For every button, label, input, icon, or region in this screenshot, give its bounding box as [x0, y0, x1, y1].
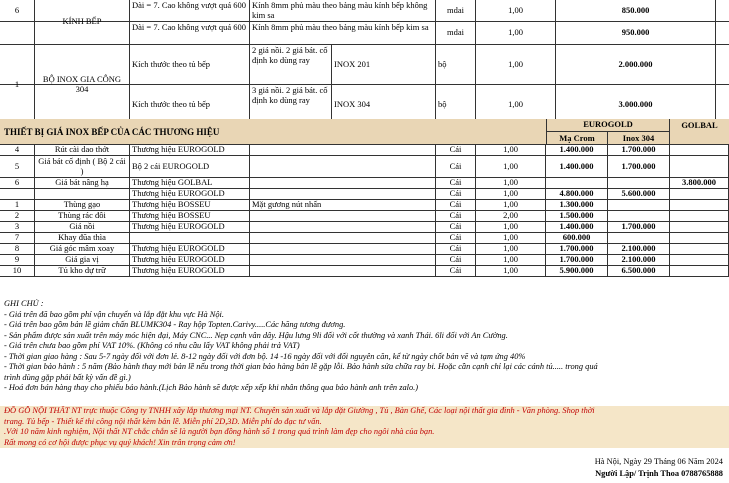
unit-cell: Cái [436, 233, 476, 243]
crom-price-cell: 1.400.000 [546, 222, 608, 232]
golbal-price-cell [670, 244, 729, 254]
description-cell [250, 156, 436, 177]
qty-cell: 1,00 [476, 85, 556, 124]
accessory-table [0, 145, 729, 299]
table-row [0, 222, 729, 233]
unit-cell: bộ [436, 45, 476, 84]
inox-price-cell [608, 200, 670, 210]
inox-price-cell: 1.700.000 [608, 156, 670, 177]
brand-cell: Thương hiệu EUROGOLD [130, 145, 250, 155]
stt-cell: 7 [0, 233, 35, 243]
product-name-cell: Giá góc mâm xoay [35, 244, 130, 254]
description-cell [250, 189, 436, 199]
qty-cell: 1,00 [476, 266, 546, 276]
description-cell: Mặt gương nút nhấn [250, 200, 436, 210]
crom-price-cell: 1.700.000 [546, 255, 608, 265]
stt-cell: 9 [0, 255, 35, 265]
inox-price-cell: 1.700.000 [608, 145, 670, 155]
unit-cell: Cái [436, 255, 476, 265]
section-title: THIẾT BỊ GIÁ INOX BẾP CỦA CÁC THƯƠNG HIỆU [4, 127, 220, 137]
description-cell [250, 244, 436, 254]
description-cell [250, 255, 436, 265]
section-header [0, 119, 729, 145]
brand-header-golbal: GOLBAL [681, 119, 718, 130]
price-cell: 2.000.000 [556, 45, 716, 84]
table-row [0, 200, 729, 211]
table-row [0, 189, 729, 200]
inox-price-cell: 2.100.000 [608, 244, 670, 254]
golbal-price-cell [670, 233, 729, 243]
promo-line: .Với 10 năm kinh nghiệm, Nội thất NT chắc chắn sẽ là người bạn đồng hành số 1 trong quá trình làm đẹp cho ngôi nhà của bạn. [4, 427, 435, 436]
material-cell: INOX 304 [332, 85, 436, 124]
qty-cell: 1,00 [476, 145, 546, 155]
unit-cell: Cái [436, 222, 476, 232]
qty-cell: 1,00 [476, 45, 556, 84]
product-name-cell [35, 189, 130, 199]
note-line: - Hoá đơn bán hàng thay cho phiếu bảo hành.(Lịch Bảo hành sẽ được xếp xếp khi nhân thông qua bảo hành anh trên zalo.) [4, 383, 419, 392]
table-row [0, 255, 729, 266]
brand-cell: Thương hiệu BOSSEU [130, 211, 250, 221]
unit-cell: Cái [436, 178, 476, 188]
stt-cell [0, 189, 35, 199]
stt-cell: 10 [0, 266, 35, 276]
inox-price-cell [608, 233, 670, 243]
unit-cell: Cái [436, 266, 476, 276]
stt-cell: 2 [0, 211, 35, 221]
unit-cell: mdai [436, 0, 476, 21]
qty-cell: 1,00 [476, 189, 546, 199]
brand-cell: Thương hiệu GOLBAL [130, 178, 250, 188]
promo-block [0, 406, 729, 448]
description-cell [250, 145, 436, 155]
unit-cell: Cái [436, 156, 476, 177]
size-cell: Kích thước theo tủ bếp [130, 45, 250, 84]
product-name-cell: Thùng rác đôi [35, 211, 130, 221]
promo-line: ĐỒ GỖ NỘI THẤT NT trực thuộc Công ty TNHH xây lắp thương mại NT. Chuyên sản xuất và lắp đặt Giường , Tủ , Bàn Ghế, Các loại nội thất gia đình - Văn phòng. Shop thời [4, 406, 595, 415]
stt-cell: 4 [0, 145, 35, 155]
inox-price-cell [608, 178, 670, 188]
product-name-cell: Giá nồi [35, 222, 130, 232]
qty-cell: 1,00 [476, 178, 546, 188]
brand-header-eurogold: EUROGOLD [546, 119, 670, 132]
size-cell: Dài = 7. Cao không vượt quá 600 [130, 0, 250, 21]
note-line: - Thời gian bảo hành : 5 năm (Bảo hành thay mới bản lề nếu trong thời gian bảo hàng bản lề gặp lỗi. Bảo hành sửa chữa ray bi. Hoặc cần cạnh chỉ lại các cánh tủ..... trong quá [4, 362, 598, 371]
crom-price-cell: 5.900.000 [546, 266, 608, 276]
unit-cell: Cái [436, 189, 476, 199]
table-row [0, 145, 729, 156]
table-row [0, 22, 729, 45]
product-name-cell: Tủ kho dự trữ [35, 266, 130, 276]
table-row [0, 211, 729, 222]
unit-cell: Cái [436, 244, 476, 254]
crom-price-cell: 1.400.000 [546, 156, 608, 177]
footer-date: Hà Nội, Ngày 29 Tháng 06 Năm 2024 [594, 457, 723, 466]
brand-cell: Bộ 2 cái EUROGOLD [130, 156, 250, 177]
golbal-price-cell [670, 211, 729, 221]
crom-price-cell: 600.000 [546, 233, 608, 243]
table-row [0, 244, 729, 255]
table-row [0, 156, 729, 178]
description-cell [250, 178, 436, 188]
promo-line: trang. Tủ bếp - Thiết kế thi công nội thất kèm bản lề. Miễn phí 2D,3D. Miễn phí đo đạc tư vấn. [4, 416, 322, 426]
golbal-price-cell: 3.800.000 [670, 178, 729, 188]
unit-cell: bộ [436, 85, 476, 124]
product-name-cell: Khay đũa thìa [35, 233, 130, 243]
qty-cell: 1,00 [476, 255, 546, 265]
crom-price-cell [546, 178, 608, 188]
inox-price-cell [608, 211, 670, 221]
table-row [0, 178, 729, 189]
brand-cell: Thương hiệu EUROGOLD [130, 244, 250, 254]
product-name-cell: Rút cài dao thớt [35, 145, 130, 155]
product-name-cell: Thùng gạo [35, 200, 130, 210]
description-cell: 3 giá nồi. 2 giá bát. cố định ko dùng ray [250, 85, 332, 124]
crom-price-cell: 4.800.000 [546, 189, 608, 199]
table-row [0, 45, 729, 94]
description-cell: Kính 8mm phủ màu theo bảng màu kính bếp kim sa [250, 22, 436, 44]
brand-cell: Thương hiệu EUROGOLD [130, 189, 250, 199]
description-cell [250, 233, 436, 243]
price-cell: 850.000 [556, 0, 716, 21]
inox-price-cell: 6.500.000 [608, 266, 670, 276]
stt-cell: 1 [0, 45, 35, 124]
golbal-price-cell [670, 255, 729, 265]
notes-block [0, 299, 729, 394]
product-name-cell: Giá gia vị [35, 255, 130, 265]
size-cell: Dài = 7. Cao không vượt quá 600 [130, 22, 250, 44]
stt-cell: 8 [0, 244, 35, 254]
stt-cell: 5 [0, 156, 35, 177]
golbal-price-cell [670, 222, 729, 232]
table-row [0, 266, 729, 277]
product-name-cell: KÍNH BẾP [35, 0, 130, 44]
description-cell: Kính 8mm phủ màu theo bảng màu kính bếp không kim sa [250, 0, 436, 21]
stt-cell: 6 [0, 0, 35, 21]
note-line: - Giá trên chưa bao gồm phí VAT 10%. (Không có nhu cầu lấy VAT không phải trả VAT) [4, 341, 300, 350]
qty-cell: 2,00 [476, 211, 546, 221]
product-name-cell: Giá bát nâng hạ [35, 178, 130, 188]
description-cell: 2 giá nồi. 2 giá bát. cố định ko dùng ray [250, 45, 332, 84]
product-name-cell: Giá bát cố định ( Bộ 2 cái ) [35, 156, 130, 177]
price-cell: 3.000.000 [556, 85, 716, 124]
crom-price-cell: 1.400.000 [546, 145, 608, 155]
qty-cell: 1,00 [476, 233, 546, 243]
column-header-crom: Mạ Crom [546, 132, 608, 145]
notes-heading: GHI CHÚ : [4, 299, 44, 308]
footer-signer: Người Lập/ Trịnh Thoa 0788765888 [595, 469, 723, 478]
stt-cell: 1 [0, 200, 35, 210]
price-cell: 950.000 [556, 22, 716, 44]
qty-cell: 1,00 [476, 0, 556, 21]
table-row [0, 233, 729, 244]
note-line: - Giá trên đã bao gồm phí vận chuyển và lắp đặt khu vực Hà Nội. [4, 309, 224, 319]
note-line: - Sản phẩm được sản xuất trên máy móc hiện đại, Máy CNC... Nẹp cạnh vân dây. Hậu lưng 9li đối với cốt thường và xanh Thái. 6li đối với An Cường. [4, 330, 508, 340]
material-cell: INOX 201 [332, 45, 436, 84]
stt-cell: 3 [0, 222, 35, 232]
description-cell [250, 211, 436, 221]
brand-cell: Thương hiệu EUROGOLD [130, 255, 250, 265]
inox-price-cell: 1.700.000 [608, 222, 670, 232]
description-cell [250, 222, 436, 232]
stt-cell: 6 [0, 178, 35, 188]
golbal-price-cell [670, 156, 729, 177]
brand-cell [130, 233, 250, 243]
product-name-cell: BỘ INOX GIA CÔNG 304 [35, 45, 130, 124]
description-cell [250, 266, 436, 276]
qty-cell: 1,00 [476, 222, 546, 232]
qty-cell: 1,00 [476, 200, 546, 210]
unit-cell: Cái [436, 211, 476, 221]
qty-cell: 1,00 [476, 22, 556, 44]
note-line: - Thời gian giao hàng : Sau 5-7 ngày đối với đơn lẻ. 8-12 ngày đối với đơn bộ. 14 -16 ngày đối với đối nguyên căn, kể từ ngày chốt bản vẽ và tạm ứng 40% [4, 351, 526, 361]
note-line: trình dùng gặp phải bất kỳ vấn đề gì.) [4, 372, 131, 382]
inox-price-cell: 2.100.000 [608, 255, 670, 265]
unit-cell: Cái [436, 200, 476, 210]
golbal-price-cell [670, 145, 729, 155]
golbal-price-cell [670, 189, 729, 199]
crom-price-cell: 1.700.000 [546, 244, 608, 254]
stt-cell [0, 22, 35, 44]
brand-cell: Thương hiệu BOSSEU [130, 200, 250, 210]
golbal-price-cell [670, 266, 729, 276]
crom-price-cell: 1.500.000 [546, 211, 608, 221]
inox-price-cell: 5.600.000 [608, 189, 670, 199]
unit-cell: mdai [436, 22, 476, 44]
unit-cell: Cái [436, 145, 476, 155]
promo-line: Rất mong có cơ hội được phục vụ quý khách! Xin trân trọng cảm ơn! [4, 437, 236, 447]
brand-cell: Thương hiệu EUROGOLD [130, 266, 250, 276]
golbal-price-cell [670, 200, 729, 210]
note-line: - Giá trên bao gồm bản lề giảm chấn BLUMK304 - Ray hộp Topten.Carivy.....Các hãng tương đương. [4, 320, 346, 329]
qty-cell: 1,00 [476, 156, 546, 177]
crom-price-cell: 1.300.000 [546, 200, 608, 210]
qty-cell: 1,00 [476, 244, 546, 254]
brand-cell: Thương hiệu EUROGOLD [130, 222, 250, 232]
size-cell: Kích thước theo tủ bếp [130, 85, 250, 124]
column-header-inox: Inox 304 [608, 132, 670, 145]
